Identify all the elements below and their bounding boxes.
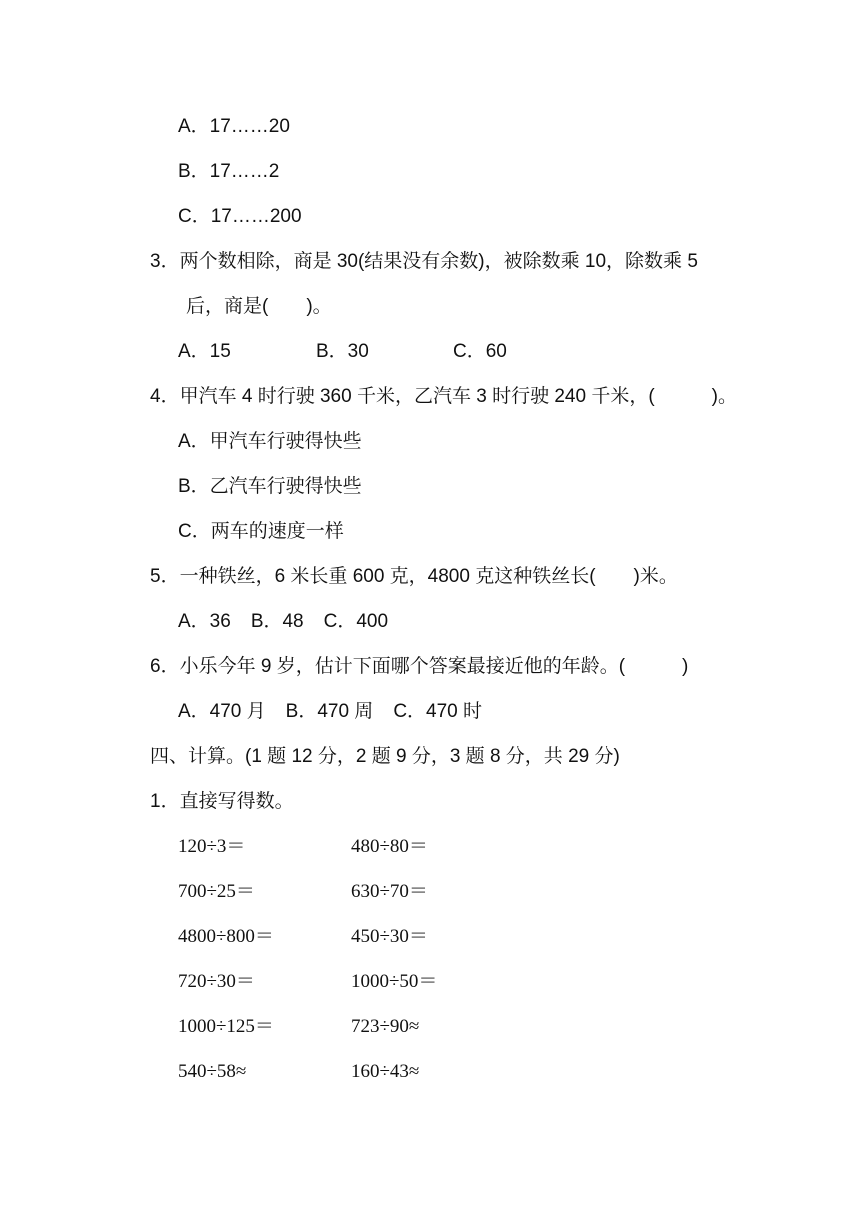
calc-item: 4800÷800＝ xyxy=(178,926,274,947)
section4-sub1: 1．直接写得数。 xyxy=(150,791,294,812)
calc-item: 450÷30＝ xyxy=(351,926,428,947)
q3-stem-line1: 3．两个数相除，商是 30(结果没有余数)，被除数乘 10，除数乘 5 xyxy=(150,251,698,272)
q6-option-c: C．470 时 xyxy=(393,701,483,722)
q2-option-c: C．17……200 xyxy=(178,206,302,227)
q6-options xyxy=(178,697,482,727)
calc-item: 160÷43≈ xyxy=(351,1061,420,1082)
calc-item: 700÷25＝ xyxy=(178,881,255,902)
calc-item: 480÷80＝ xyxy=(351,836,428,857)
q5-options xyxy=(178,607,388,637)
q5-option-a: A．36 xyxy=(178,611,231,632)
q6-option-b: B．470 周 xyxy=(285,701,374,722)
calc-item: 120÷3＝ xyxy=(178,836,246,857)
q5-stem: 5．一种铁丝，6 米长重 600 克，4800 克这种铁丝长( )米。 xyxy=(150,566,678,587)
q4-option-c: C．两车的速度一样 xyxy=(178,521,344,542)
q5-option-c: C．400 xyxy=(323,611,389,632)
calc-item: 1000÷125＝ xyxy=(178,1016,274,1037)
q5-option-b: B．48 xyxy=(250,611,304,632)
calc-item: 723÷90≈ xyxy=(351,1016,420,1037)
q3-option-b: B．30 xyxy=(316,341,369,362)
calc-item: 1000÷50＝ xyxy=(351,971,438,992)
q3-option-a: A．15 xyxy=(178,341,231,362)
q6-stem: 6．小乐今年 9 岁，估计下面哪个答案最接近他的年龄。( ) xyxy=(150,656,689,677)
calc-item: 540÷58≈ xyxy=(178,1061,247,1082)
q4-option-b: B．乙汽车行驶得快些 xyxy=(178,476,362,497)
q4-stem: 4．甲汽车 4 时行驶 360 千米，乙汽车 3 时行驶 240 千米，( )。 xyxy=(150,386,737,407)
q3-stem-line2: 后，商是( )。 xyxy=(186,296,332,317)
calc-item: 630÷70＝ xyxy=(351,881,428,902)
q3-option-c: C．60 xyxy=(453,341,507,362)
q6-option-a: A．470 月 xyxy=(178,701,266,722)
q4-option-a: A．甲汽车行驶得快些 xyxy=(178,431,362,452)
q2-option-a: A．17……20 xyxy=(178,116,290,137)
calc-item: 720÷30＝ xyxy=(178,971,255,992)
q2-option-b: B．17……2 xyxy=(178,161,280,182)
section4-heading: 四、计算。(1 题 12 分，2 题 9 分，3 题 8 分，共 29 分) xyxy=(150,746,620,767)
